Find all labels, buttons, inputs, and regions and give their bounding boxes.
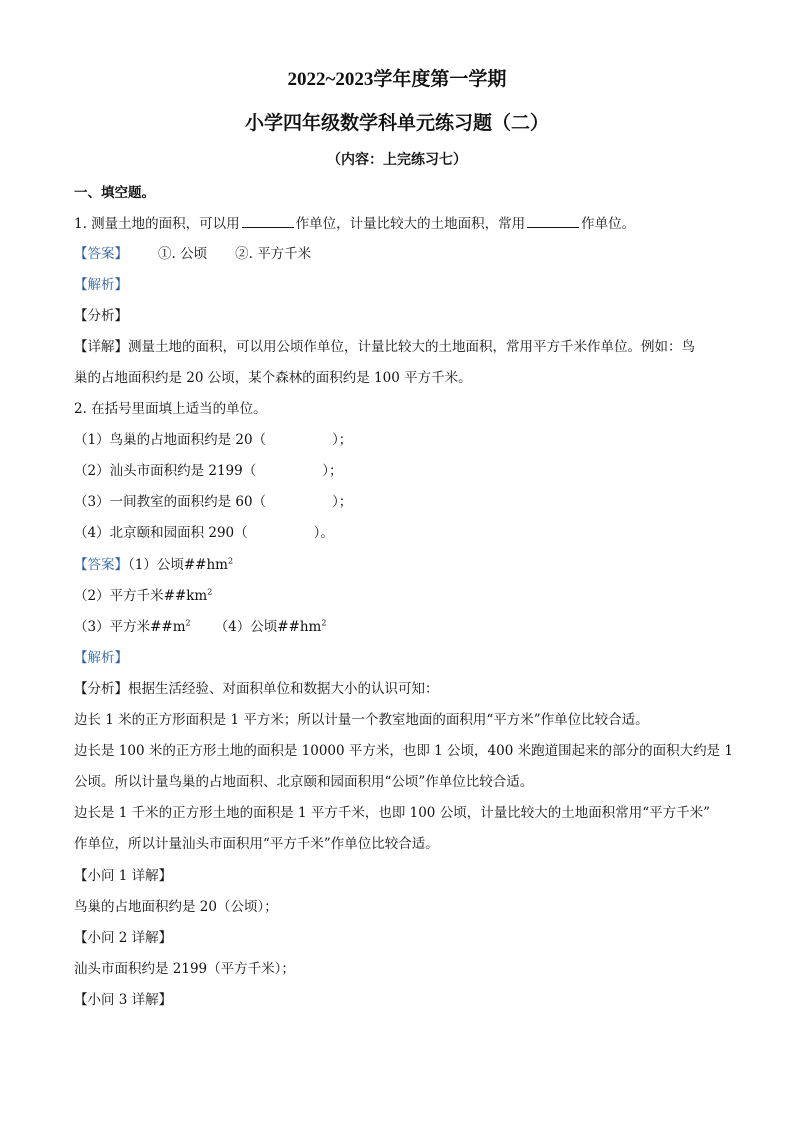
answer-blank [242, 213, 294, 228]
q2-item-4 [74, 523, 334, 543]
answer-2-mark: ②. [235, 246, 253, 262]
detail-tag: 【详解】 [74, 339, 128, 355]
q1-answer [74, 244, 311, 264]
answer-1-mark: ①. [158, 246, 176, 262]
item-text: （3）一间教室的面积约是 60（ [74, 494, 267, 510]
item-close: ）； [332, 494, 353, 510]
question-1 [74, 213, 635, 234]
q1-detail-line-1 [74, 337, 695, 357]
sub-question-1-text: 鸟巢的占地面积约是 20（公顷）； [74, 899, 278, 915]
item-close: ）； [332, 432, 353, 448]
item-text: （4）北京颐和园面积 290（ [74, 525, 248, 541]
answer-tag: 【答案】 [74, 557, 128, 573]
superscript: 2 [207, 587, 213, 597]
page-title-term: 2022~2023学年度第一学期 [287, 69, 507, 90]
detail-text: 测量土地的面积，可以用公顷作单位，计量比较大的土地面积，常用平方千米作单位。例如：鸟 [128, 339, 695, 355]
superscript: 2 [321, 618, 327, 628]
sub-question-3-tag: 【小问 3 详解】 [74, 992, 173, 1008]
q1-text-c: 作单位。 [581, 216, 636, 232]
answer-2: （2）平方千米##km [74, 588, 208, 604]
item-close: ）。 [313, 525, 334, 541]
q2-item-1 [74, 430, 352, 450]
q2-answer-3-4 [74, 617, 326, 637]
answer-2: 平方千米 [257, 246, 312, 262]
page-subtitle: （内容：上完练习七） [327, 152, 467, 168]
q2-item-3 [74, 492, 352, 512]
answer-blank [527, 213, 579, 228]
fenxi-text: 根据生活经验、对面积单位和数据大小的认识可知： [128, 681, 439, 697]
analysis-tag: 【解析】 [74, 277, 128, 293]
sub-question-2-text: 汕头市面积约是 2199（平方千米）； [74, 961, 295, 977]
superscript: 2 [185, 618, 191, 628]
fenxi-tag: 【分析】 [74, 308, 128, 324]
item-text: （2）汕头市面积约是 2199（ [74, 463, 257, 479]
superscript: 2 [227, 556, 234, 566]
q2-answer-2 [74, 586, 212, 606]
answer-4: （4）公顷##hm [214, 619, 322, 635]
q1-text-b: 作单位，计量比较大的土地面积，常用 [295, 216, 526, 232]
answer-1: （1）公顷##hm [128, 557, 228, 573]
section-heading: 一、填空题。 [74, 185, 155, 201]
q2-paragraph-3-line-2: 作单位，所以计量汕头市面积用“平方千米”作单位比较合适。 [74, 836, 439, 852]
page-title: 小学四年级数学科单元练习题（二） [244, 112, 549, 134]
q2-answer-1 [74, 555, 233, 575]
q2-paragraph-3-line-1: 边长是 1 千米的正方形土地的面积是 1 平方千米，也即 100 公顷，计量比较大的土地面积常用“平方千米” [74, 805, 710, 821]
answer-1: 公顷 [180, 246, 208, 262]
question-2: 2. 在括号里面填上适当的单位。 [74, 401, 267, 417]
q1-detail-line-2: 巢的占地面积约是 20 公顷，某个森林的面积约是 100 平方千米。 [74, 370, 472, 386]
q2-item-2 [74, 461, 343, 481]
answer-3: （3）平方米##m [74, 619, 186, 635]
analysis-tag: 【解析】 [74, 650, 128, 666]
q2-paragraph-1: 边长 1 米的正方形面积是 1 平方米；所以计量一个教室地面的面积用“平方米”作单位比较合适。 [74, 712, 649, 728]
q2-fenxi [74, 679, 439, 699]
sub-question-1-tag: 【小问 1 详解】 [74, 868, 173, 884]
q2-paragraph-2-line-2: 公顷。所以计量鸟巢的占地面积、北京颐和园面积用“公顷”作单位比较合适。 [74, 774, 534, 790]
q1-text-a: 1. 测量土地的面积，可以用 [74, 216, 240, 232]
item-close: ）； [322, 463, 343, 479]
q2-paragraph-2-line-1: 边长是 100 米的正方形土地的面积是 10000 平方米，也即 1 公顷，400 米跑道围起来的部分的面积大约是 1 [74, 743, 733, 759]
sub-question-2-tag: 【小问 2 详解】 [74, 930, 173, 946]
item-text: （1）鸟巢的占地面积约是 20（ [74, 432, 267, 448]
fenxi-tag: 【分析】 [74, 681, 128, 697]
answer-tag: 【答案】 [74, 246, 128, 262]
